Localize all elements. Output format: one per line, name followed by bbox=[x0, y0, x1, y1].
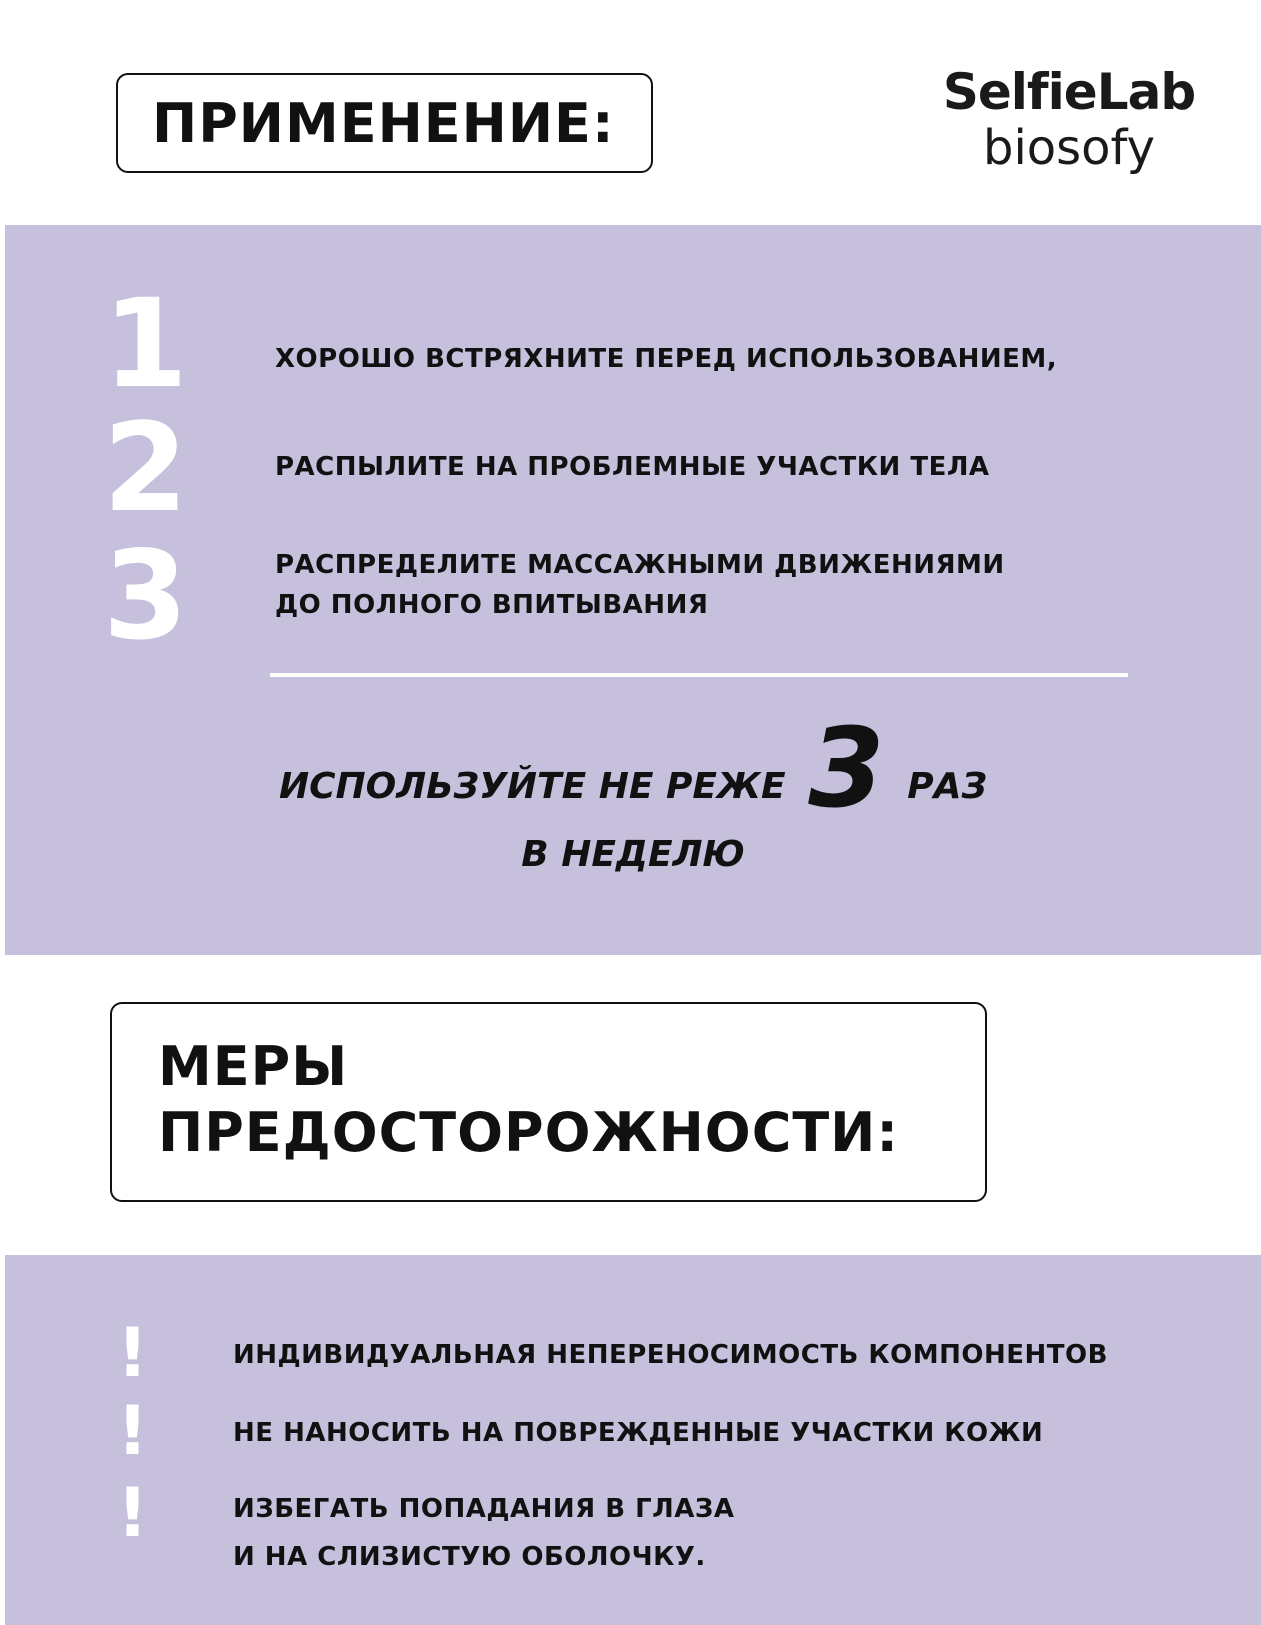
usage-title: ПРИМЕНЕНИЕ: bbox=[152, 92, 615, 155]
logo-sub: biosofy bbox=[982, 120, 1155, 176]
usage-panel bbox=[5, 225, 1261, 955]
step-number-1: 1 bbox=[103, 273, 188, 415]
frequency-number: 3 bbox=[808, 704, 885, 832]
section-divider bbox=[270, 673, 1128, 677]
precautions-title bbox=[158, 1034, 899, 1166]
frequency-suffix: РАЗ bbox=[907, 766, 988, 807]
precautions-title-box bbox=[110, 1002, 987, 1202]
step-text-1: ХОРОШО ВСТРЯХНИТЕ ПЕРЕД ИСПОЛЬЗОВАНИЕМ, bbox=[275, 344, 1058, 374]
warning-icon: ! bbox=[117, 1314, 149, 1393]
warning-icon: ! bbox=[117, 1392, 149, 1471]
frequency-line-1 bbox=[5, 704, 1261, 842]
logo-brand: SelfieLab bbox=[942, 63, 1196, 121]
warning-icon: ! bbox=[117, 1474, 149, 1553]
step-text-2: РАСПЫЛИТЕ НА ПРОБЛЕМНЫЕ УЧАСТКИ ТЕЛА bbox=[275, 452, 990, 482]
precaution-item-2: НЕ НАНОСИТЬ НА ПОВРЕЖДЕННЫЕ УЧАСТКИ КОЖИ bbox=[233, 1418, 1044, 1448]
precautions-title-line2: ПРЕДОСТОРОЖНОСТИ: bbox=[158, 1101, 899, 1164]
precautions-title-line1: МЕРЫ bbox=[158, 1035, 349, 1098]
precaution-item-3-line1: ИЗБЕГАТЬ ПОПАДАНИЯ В ГЛАЗА bbox=[233, 1494, 735, 1524]
brand-logo bbox=[934, 62, 1204, 174]
step-text-3-line1: РАСПРЕДЕЛИТЕ МАССАЖНЫМИ ДВИЖЕНИЯМИ bbox=[275, 550, 1005, 580]
precaution-item-3-line2: И НА СЛИЗИСТУЮ ОБОЛОЧКУ. bbox=[233, 1542, 706, 1572]
usage-title-box bbox=[116, 73, 653, 173]
frequency-line-2: В НЕДЕЛЮ bbox=[521, 834, 745, 875]
step-number-3: 3 bbox=[103, 525, 188, 667]
step-text-3-line2: ДО ПОЛНОГО ВПИТЫВАНИЯ bbox=[275, 590, 709, 620]
precaution-item-1: ИНДИВИДУАЛЬНАЯ НЕПЕРЕНОСИМОСТЬ КОМПОНЕНТОВ bbox=[233, 1340, 1108, 1370]
step-number-2: 2 bbox=[103, 397, 188, 539]
precautions-panel bbox=[5, 1255, 1261, 1625]
frequency-prefix: ИСПОЛЬЗУЙТЕ НЕ РЕЖЕ bbox=[278, 766, 786, 807]
